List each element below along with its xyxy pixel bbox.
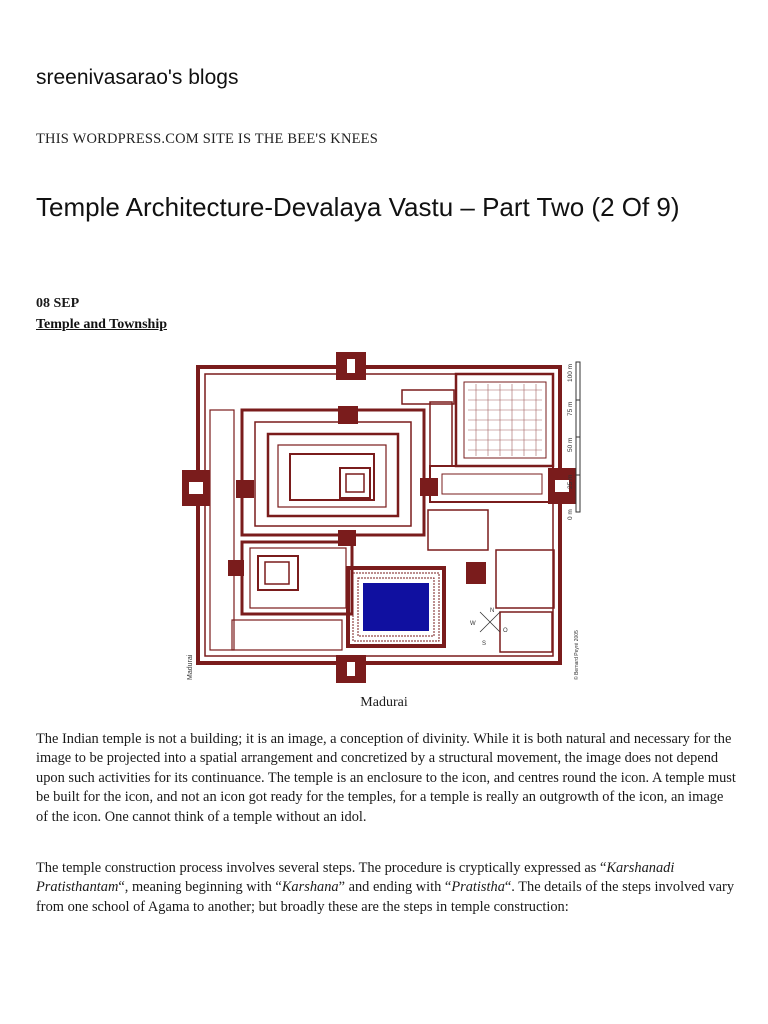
compass-icon [480,612,500,632]
paragraph-text: ” and ending with “ [338,879,452,896]
paragraph-text: The temple construction process involves several steps. The procedure is cryptically expressed as “ [36,860,607,876]
site-title-link[interactable]: sreenivasarao's blogs [36,66,239,89]
post-date: 08 SEP [36,296,80,311]
figure-caption: Madurai [360,695,408,710]
compass-n: N [490,608,495,614]
madurai-temple-plan [180,350,590,685]
compass-s: S [482,641,487,647]
term-karshana: Karshana [281,879,339,896]
scale-label: 75 m [567,401,574,416]
copyright-label: © Bernard Peyré 2005 [574,630,580,680]
term-pratistha: Pratistha [451,879,505,896]
body-paragraph-1: The Indian temple is not a building; it is an image, a conception of divinity. While it is both natural and necessary for the image to be projected into a spatial arrangement and concretized by a structural movement, the image does not depend upon such activities for its continuance. The temple is an enclosure to the icon, and centres round the icon. A temple must be built for the icon, and not an icon got ready for the temples, for a temple is really an outgrowth of the icon, an image of the icon. One cannot think of a temple without an idol. [36,731,736,825]
paragraph-text: “, meaning beginning with “ [118,879,282,896]
compass-e: O [503,628,508,634]
compass-w: W [470,621,476,627]
scale-label: 50 m [567,437,574,452]
plan-label: Madurai [187,654,194,680]
scale-label: 0 m [567,509,574,520]
temple-plan-figure [180,350,590,685]
scale-label: 100 m [567,363,574,382]
site-tagline: THIS WORDPRESS.COM SITE IS THE BEE'S KNEES [36,131,378,147]
post-category-link[interactable]: Temple and Township [36,317,167,332]
term-karshanadi: Karshanadi Pratisthantam [36,860,675,896]
paragraph-text: “. The details of the steps involved vary from one school of Agama to another; but broadly these are the steps in temple construction: [36,879,735,915]
body-paragraph-2 [36,859,736,917]
scale-label: 25 m [567,474,574,489]
post-title: Temple Architecture-Devalaya Vastu – Part Two (2 Of 9) [36,192,680,222]
